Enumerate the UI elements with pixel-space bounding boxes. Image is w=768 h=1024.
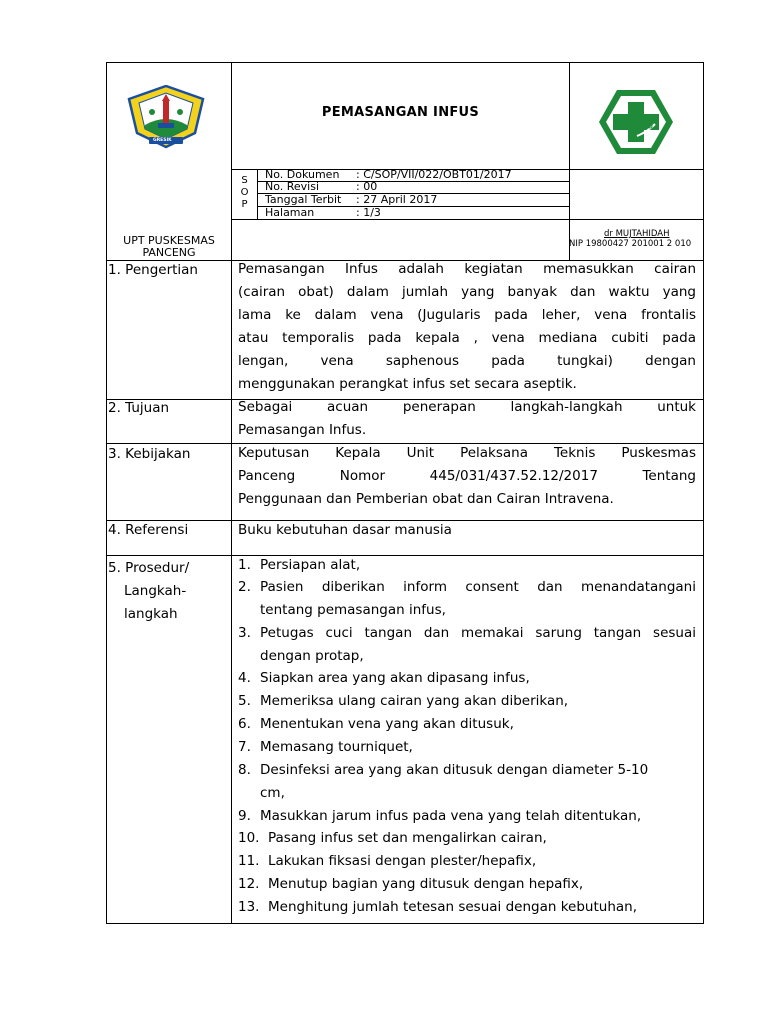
- step-number: 9.: [238, 808, 251, 824]
- section-body-kebijakan: [238, 442, 696, 511]
- body-line: Penggunaan dan Pemberian obat dan Cairan Intravena.: [238, 491, 614, 507]
- step-number: 13.: [238, 899, 260, 915]
- step-text: dengan protap,: [260, 648, 364, 664]
- section-label-referensi: 4. Referensi: [108, 522, 189, 538]
- step-text: Persiapan alat,: [260, 557, 361, 573]
- step-number: 7.: [238, 739, 251, 755]
- step-number: 6.: [238, 716, 251, 732]
- body-line: atau temporalis pada kepala , vena mediana cubiti pada: [238, 330, 696, 346]
- step-text: Petugas cuci tangan dan memakai sarung tangan sesuai: [260, 625, 696, 641]
- step-number: 4.: [238, 670, 251, 686]
- meta-label-tanggal: Tanggal Terbit: [265, 193, 342, 206]
- step-number: 10.: [238, 830, 260, 846]
- step-text: Siapkan area yang akan dipasang infus,: [260, 670, 530, 686]
- step-number: 2.: [238, 579, 251, 595]
- meta-label-halaman: Halaman: [265, 206, 315, 219]
- step-text: Memasang tourniquet,: [260, 739, 413, 755]
- section-body-pengertian: [238, 258, 696, 396]
- step-text: Pasang infus set dan mengalirkan cairan,: [268, 830, 547, 846]
- meta-value-dokumen: : C/SOP/VII/022/OBT01/2017: [356, 168, 512, 181]
- meta-value-halaman: : 1/3: [356, 206, 381, 219]
- document-title: PEMASANGAN INFUS: [321, 105, 480, 120]
- section-body-tujuan: [238, 396, 696, 442]
- section-label-kebijakan: 3. Kebijakan: [108, 446, 191, 462]
- step-number: 8.: [238, 762, 251, 778]
- step-text: Desinfeksi area yang akan ditusuk dengan diameter 5-10: [260, 762, 649, 778]
- unit-name: [107, 235, 231, 259]
- body-line: lama ke dalam vena (Jugularis pada leher, vena frontalis: [238, 307, 696, 323]
- sop-letter: S: [241, 175, 248, 186]
- step-text: Menentukan vena yang akan ditusuk,: [260, 716, 514, 732]
- step-text: Menghitung jumlah tetesan sesuai dengan kebutuhan,: [268, 899, 637, 915]
- step-text: tentang pemasangan infus,: [260, 602, 446, 618]
- meta-value-tanggal: : 27 April 2017: [356, 193, 438, 206]
- body-line: lengan, vena saphenous pada tungkai) dengan: [238, 353, 696, 369]
- section-label-tujuan: 2. Tujuan: [108, 400, 170, 416]
- section-label-line: langkah: [124, 606, 178, 622]
- section-label-line: Langkah-: [124, 583, 187, 599]
- section-label-line: 5. Prosedur/: [108, 560, 190, 576]
- meta-value-revisi: : 00: [356, 180, 378, 193]
- body-line: Sebagai acuan penerapan langkah-langkah untuk: [238, 399, 696, 415]
- meta-label-revisi: No. Revisi: [265, 180, 320, 193]
- sop-letter: P: [241, 199, 248, 210]
- body-line: Keputusan Kepala Unit Pelaksana Teknis Puskesmas: [238, 445, 696, 461]
- unit-name-line: PANCENG: [142, 246, 196, 259]
- section-label-pengertian: 1. Pengertian: [108, 262, 198, 278]
- step-text: Pasien diberikan inform consent dan menandatangani: [260, 579, 696, 595]
- gresik-logo-caption: GRESIK: [153, 138, 172, 143]
- body-line: Pemasangan Infus.: [238, 422, 367, 438]
- sop-label: [232, 175, 257, 211]
- step-text: Memeriksa ulang cairan yang akan diberikan,: [260, 693, 569, 709]
- signer-nip: NIP 19800427 201001 2 010: [569, 239, 692, 249]
- step-text: Lakukan fiksasi dengan plester/hepafix,: [268, 853, 537, 869]
- signer-name: dr MUJTAHIDAH: [604, 229, 670, 239]
- step-text: Masukkan jarum infus pada vena yang telah ditentukan,: [260, 808, 642, 824]
- step-number: 12.: [238, 876, 260, 892]
- body-line: (cairan obat) dalam jumlah yang banyak dan waktu yang: [238, 284, 696, 300]
- body-line: Pemasangan Infus adalah kegiatan memasukkan cairan: [238, 261, 696, 277]
- step-number: 1.: [238, 557, 251, 573]
- step-text: cm,: [260, 785, 285, 801]
- step-number: 11.: [238, 853, 260, 869]
- section-label-prosedur: [108, 557, 189, 626]
- sop-letter: O: [240, 187, 249, 198]
- meta-label-dokumen: No. Dokumen: [265, 168, 340, 181]
- unit-name-line: UPT PUSKESMAS: [123, 234, 215, 247]
- step-number: 5.: [238, 693, 251, 709]
- step-text: Menutup bagian yang ditusuk dengan hepafix,: [268, 876, 584, 892]
- step-number: 3.: [238, 625, 251, 641]
- body-line: menggunakan perangkat infus set secara aseptik.: [238, 376, 577, 392]
- puskesmas-logo: [597, 88, 675, 156]
- body-line: Panceng Nomor 445/031/437.52.12/2017 Tentang: [238, 468, 696, 484]
- section-body-referensi: Buku kebutuhan dasar manusia: [238, 522, 452, 538]
